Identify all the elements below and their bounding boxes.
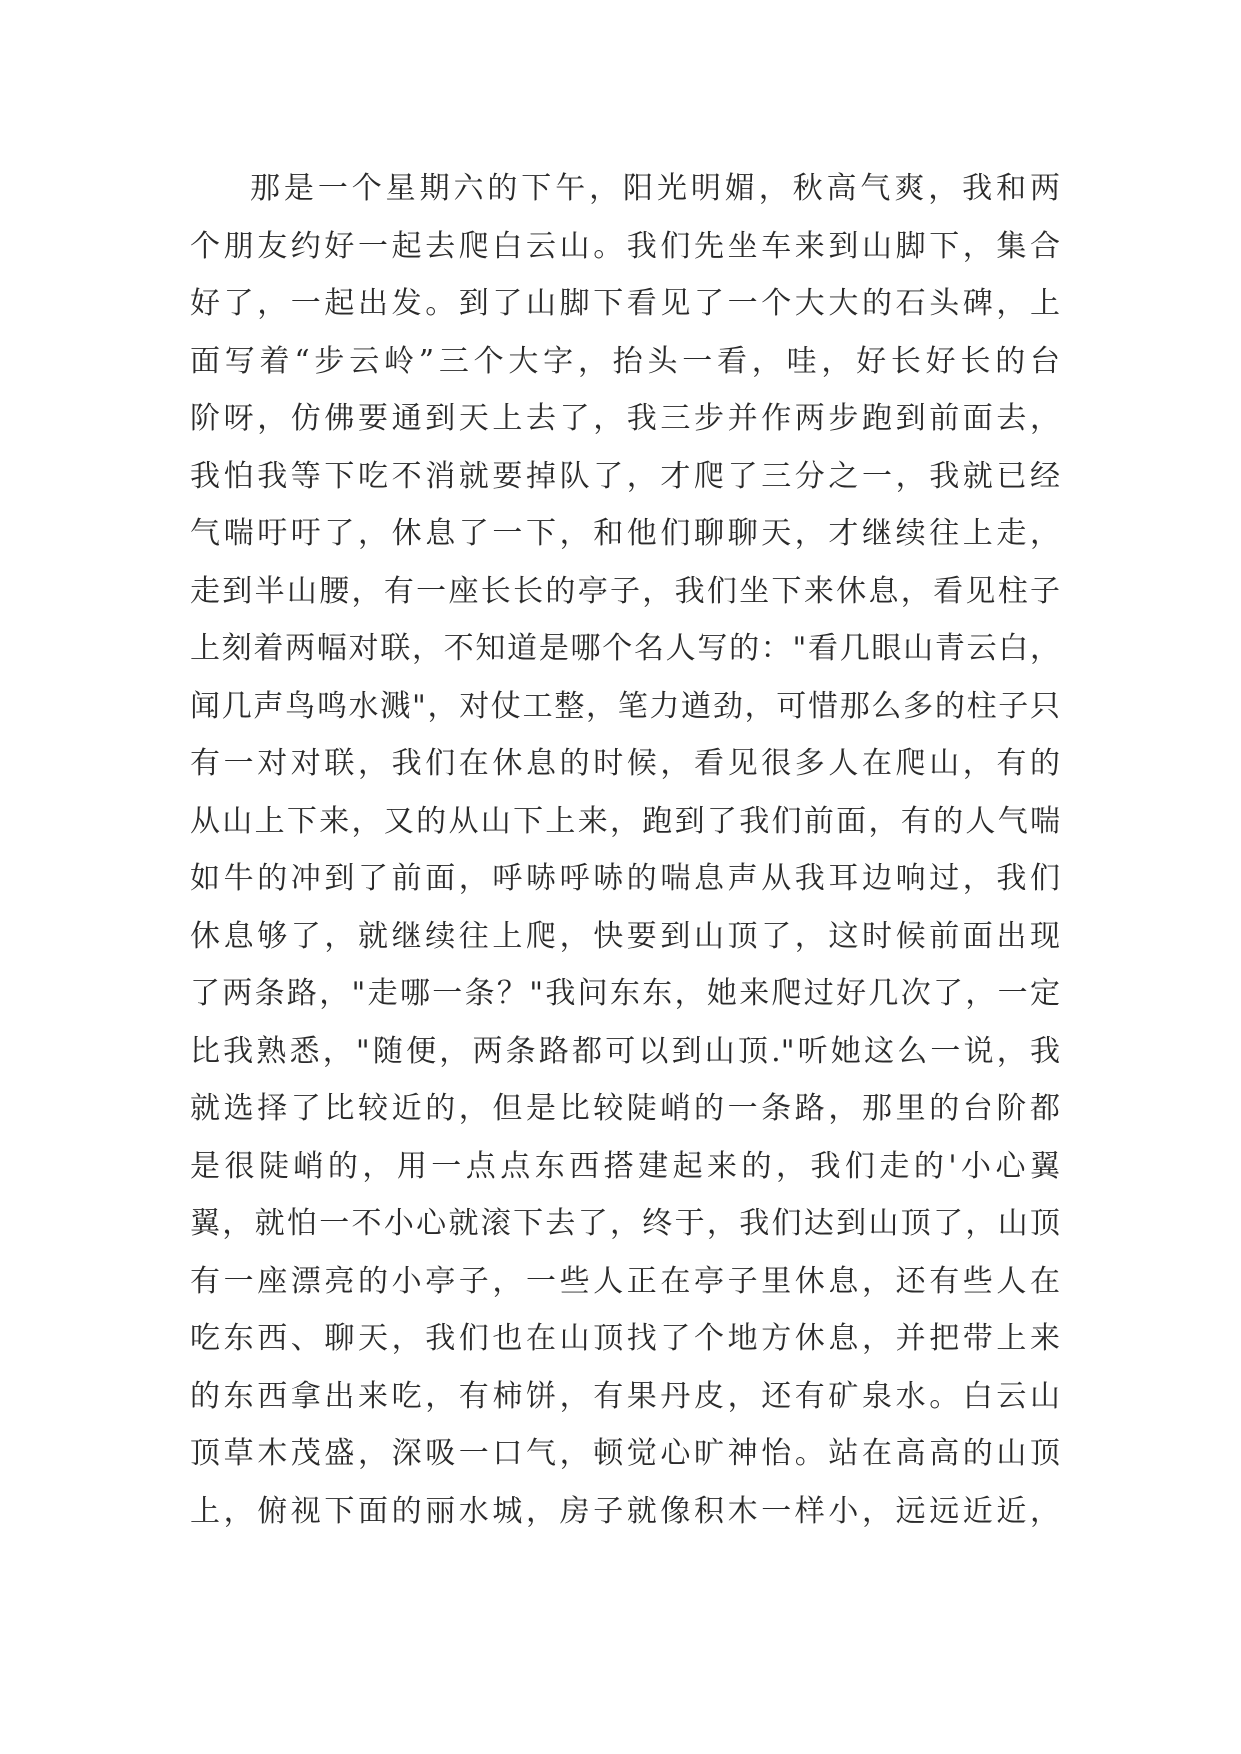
text-line: 走到半山腰，有一座长长的亭子，我们坐下来休息，看见柱子 [190,573,1060,609]
text-line: 阶呀，仿佛要通到天上去了，我三步并作两步跑到前面去， [190,401,1060,436]
text-line: 我怕我等下吃不消就要掉队了，才爬了三分之一，我就已经 [190,458,1060,494]
text-line: 的东西拿出来吃，有柿饼，有果丹皮，还有矿泉水。白云山 [190,1378,1060,1414]
text-line: 个朋友约好一起去爬白云山。我们先坐车来到山脚下，集合 [190,228,1060,264]
text-line: 从山上下来，又的从山下上来，跑到了我们前面，有的人气喘 [190,803,1060,839]
text-line: 吃东西、聊天，我们也在山顶找了个地方休息，并把带上来 [190,1321,1060,1356]
text-line: 有一对对联，我们在休息的时候，看见很多人在爬山，有的 [190,746,1060,781]
text-line: 有一座漂亮的小亭子，一些人正在亭子里休息，还有些人在 [190,1263,1060,1299]
text-line: 上，俯视下面的丽水城，房子就像积木一样小，远远近近， [190,1493,1060,1529]
text-line: 顶草木茂盛，深吸一口气，顿觉心旷神怡。站在高高的山顶 [190,1436,1060,1471]
text-line: 好了，一起出发。到了山脚下看见了一个大大的石头碑，上 [190,286,1060,321]
text-line: 气喘吁吁了，休息了一下，和他们聊聊天，才继续往上走， [190,516,1060,551]
text-line: 了两条路，"走哪一条？"我问东东，她来爬过好几次了，一定 [190,976,1060,1011]
text-line: 面写着“步云岭”三个大字，抬头一看，哇，好长好长的台 [190,343,1060,379]
text-line: 就选择了比较近的，但是比较陡峭的一条路，那里的台阶都 [190,1091,1060,1126]
text-line: 闻几声鸟鸣水溅"，对仗工整，笔力遒劲，可惜那么多的柱子只 [190,688,1060,724]
text-line: 如牛的冲到了前面，呼哧呼哧的喘息声从我耳边响过，我们 [190,861,1060,896]
text-line: 那是一个星期六的下午，阳光明媚，秋高气爽，我和两 [250,171,1060,206]
text-line: 休息够了，就继续往上爬，快要到山顶了，这时候前面出现 [190,918,1060,954]
body-paragraph [190,160,1060,1540]
text-line: 上刻着两幅对联，不知道是哪个名人写的："看几眼山青云白， [190,631,1060,666]
text-line: 翼，就怕一不小心就滚下去了，终于，我们达到山顶了，山顶 [190,1206,1060,1241]
text-line: 比我熟悉，"随便，两条路都可以到山顶."听她这么一说，我 [190,1033,1060,1069]
text-line: 是很陡峭的，用一点点东西搭建起来的，我们走的'小心翼 [190,1148,1060,1184]
